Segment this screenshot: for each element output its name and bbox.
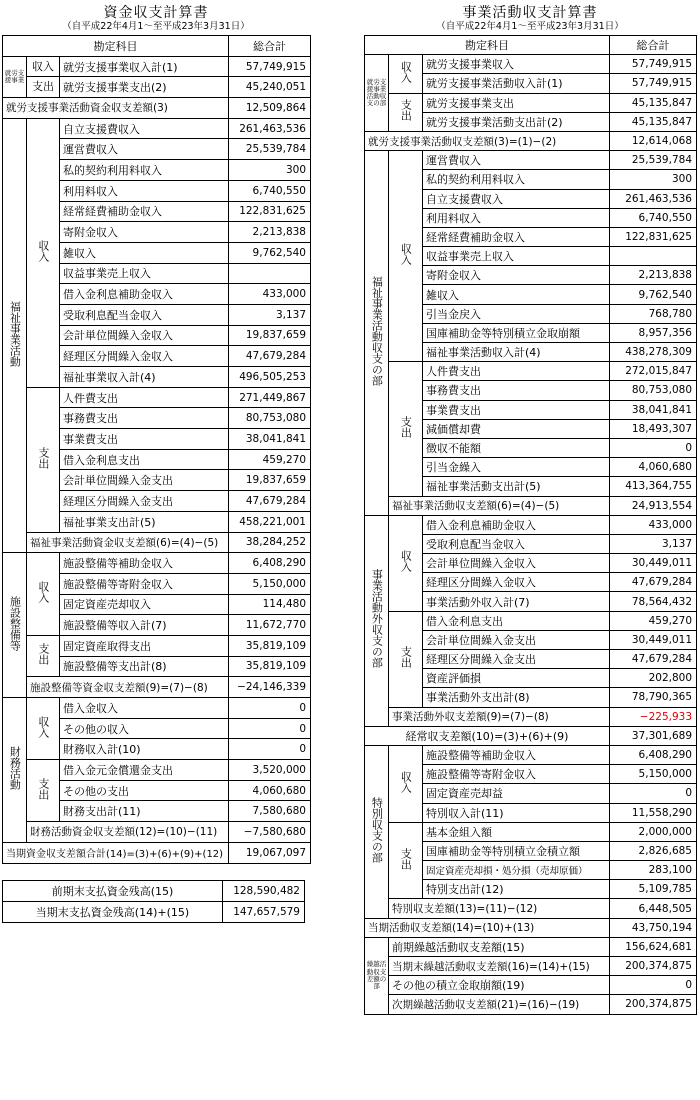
row-item: 収益事業売上収入	[60, 263, 229, 284]
row-amount: 47,679,284	[229, 346, 311, 367]
activity-statement	[364, 0, 696, 1015]
row-amount: 3,137	[229, 304, 311, 325]
vertical-label: 収入	[36, 715, 50, 738]
row-amount: 0	[610, 976, 697, 995]
vertical-label: 支出	[399, 847, 413, 870]
table-row	[365, 937, 697, 956]
row-item: 財務支出計(11)	[60, 801, 229, 822]
row-amount: 35,819,109	[229, 635, 311, 656]
row-amount: 459,270	[229, 449, 311, 470]
balance-row	[3, 677, 311, 698]
vertical-label: 支出	[36, 643, 50, 666]
expense-label	[389, 362, 423, 496]
row-amount: 2,826,685	[610, 841, 697, 860]
section-label: 事業活動外収支の部	[370, 569, 384, 669]
row-amount: 458,221,001	[229, 511, 311, 532]
row-item: 運営費収入	[423, 151, 610, 170]
balance-amount: 12,614,068	[610, 131, 697, 150]
balance-row	[365, 496, 697, 515]
section-welfare	[365, 151, 389, 516]
row-amount: 25,539,784	[229, 139, 311, 160]
table-row	[3, 56, 311, 77]
row-item: 就労支援事業支出(2)	[60, 77, 229, 98]
income-label	[27, 698, 60, 760]
row-item: 寄附金収入	[423, 266, 610, 285]
current-balance-row	[365, 918, 697, 937]
row-amount: 3,137	[610, 534, 697, 553]
vertical-label: 支出	[399, 646, 413, 669]
row-amount: 19,837,659	[229, 470, 311, 491]
row-item: 国庫補助金等特別積立金積立額	[423, 841, 610, 860]
balance-amount: −225,933	[610, 707, 697, 726]
row-item: 雑収入	[423, 285, 610, 304]
row-item: 会計単位間繰入金収入	[423, 554, 610, 573]
expense-label	[27, 760, 60, 822]
row-item: 経理区分間繰入金収入	[60, 346, 229, 367]
row-item: 人件費支出	[60, 387, 229, 408]
row-amount: 272,015,847	[610, 362, 697, 381]
row-amount: 57,749,915	[610, 55, 697, 74]
row-amount: 47,679,284	[610, 573, 697, 592]
row-amount: 300	[229, 160, 311, 181]
row-item: 就労支援事業活動収入計(1)	[423, 74, 610, 93]
balance-row	[365, 899, 697, 918]
row-amount: 80,753,080	[229, 408, 311, 429]
row-item: 施設整備等支出計(8)	[60, 656, 229, 677]
row-item: その他の支出	[60, 780, 229, 801]
vertical-label: 支出	[399, 99, 413, 122]
row-amount: 6,408,290	[229, 553, 311, 574]
row-amount: 261,463,536	[229, 118, 311, 139]
section-finance	[3, 698, 27, 843]
row-amount: 45,240,051	[229, 77, 311, 98]
table-row	[365, 745, 697, 764]
row-item: 福祉事業支出計(5)	[60, 511, 229, 532]
balance-amount: −24,146,339	[229, 677, 311, 698]
table-row	[365, 55, 697, 74]
balance-amount: 6,448,505	[610, 899, 697, 918]
vertical-label: 収入	[399, 770, 413, 793]
row-item: 前期繰越活動収支差額(15)	[389, 937, 610, 956]
ordinary-balance-row	[365, 726, 697, 745]
income-label	[389, 515, 423, 611]
row-item: 経理区分間繰入金収入	[423, 573, 610, 592]
row-item: 自立支援費収入	[423, 189, 610, 208]
row-amount: 18,493,307	[610, 419, 697, 438]
row-amount: 3,520,000	[229, 760, 311, 781]
row-amount: 413,364,755	[610, 477, 697, 496]
balance-row	[365, 707, 697, 726]
row-item: 施設整備等寄附金収入	[60, 573, 229, 594]
row-item: 財務収入計(10)	[60, 739, 229, 760]
row-item: 会計単位間繰入金支出	[60, 470, 229, 491]
row-item: 就労支援事業支出	[423, 93, 610, 112]
row-amount: 122,831,625	[229, 201, 311, 222]
balance-item: 就労支援事業活動資金収支差額(3)	[3, 98, 229, 119]
row-amount: 438,278,309	[610, 343, 697, 362]
row-amount: 7,580,680	[229, 801, 311, 822]
row-item: 減価償却費	[423, 419, 610, 438]
row-item: 事務費支出	[60, 408, 229, 429]
row-item: 利用料収入	[423, 208, 610, 227]
total-item: 当期資金収支差額合計(14)=(3)+(6)+(9)+(12)	[3, 842, 229, 863]
row-amount: 0	[610, 784, 697, 803]
row-item: 借入金収入	[60, 698, 229, 719]
row-item: 福祉事業活動収入計(4)	[423, 343, 610, 362]
row-amount: 35,819,109	[229, 656, 311, 677]
row-amount: 147,657,579	[223, 901, 305, 922]
header-total: 総合計	[610, 36, 697, 55]
activity-statement-table	[364, 35, 697, 1015]
row-item: 就労支援事業収入計(1)	[60, 56, 229, 77]
row-item: 特別支出計(12)	[423, 880, 610, 899]
table-row	[365, 822, 697, 841]
row-amount: 47,679,284	[610, 650, 697, 669]
row-amount: 156,624,681	[610, 937, 697, 956]
table-row	[3, 118, 311, 139]
row-amount: 5,150,000	[229, 573, 311, 594]
income-label	[389, 55, 423, 93]
balance-amount: −7,580,680	[229, 822, 311, 843]
table-row	[3, 77, 311, 98]
table-row	[3, 635, 311, 656]
row-item: 施設整備等収入計(7)	[60, 615, 229, 636]
row-amount: 2,213,838	[610, 266, 697, 285]
section-employment: 就労支援事業	[3, 56, 27, 97]
row-amount: 2,000,000	[610, 822, 697, 841]
expense-label	[27, 635, 60, 676]
row-amount: 0	[610, 438, 697, 457]
row-item: 経理区分間繰入金支出	[60, 491, 229, 512]
row-item: 経理区分間繰入金支出	[423, 650, 610, 669]
balance-item: 福祉事業活動資金収支差額(6)=(4)−(5)	[27, 532, 229, 553]
row-amount: 128,590,482	[223, 880, 305, 901]
row-amount: 6,740,550	[229, 180, 311, 201]
table-row	[3, 387, 311, 408]
expense-label: 支出	[27, 77, 60, 98]
row-amount: 768,780	[610, 304, 697, 323]
row-amount: 0	[229, 739, 311, 760]
row-amount: 19,837,659	[229, 325, 311, 346]
expense-label	[389, 822, 423, 899]
balance-row	[3, 532, 311, 553]
row-amount: 261,463,536	[610, 189, 697, 208]
row-amount: 78,564,432	[610, 592, 697, 611]
balance-row	[3, 98, 311, 119]
row-item: 固定資産取得支出	[60, 635, 229, 656]
vertical-label: 支出	[36, 446, 50, 469]
total-row	[3, 842, 311, 863]
expense-label	[389, 93, 423, 131]
row-item: 当期末繰越活動収支差額(16)=(14)+(15)	[389, 957, 610, 976]
table-row	[3, 880, 305, 901]
balance-item: 特別収支差額(13)=(11)−(12)	[389, 899, 610, 918]
row-amount: 11,672,770	[229, 615, 311, 636]
row-amount: 5,150,000	[610, 765, 697, 784]
row-item: 特別収入計(11)	[423, 803, 610, 822]
row-item: 前期末支払資金残高(15)	[3, 880, 223, 901]
row-item: 就労支援事業収入	[423, 55, 610, 74]
balance-amount: 12,509,864	[229, 98, 311, 119]
table-row	[3, 698, 311, 719]
table-row	[365, 93, 697, 112]
total-amount: 19,067,097	[229, 842, 311, 863]
header-total: 総合計	[229, 36, 311, 57]
row-amount: 0	[229, 698, 311, 719]
section-label: 福祉事業活動収支の部	[370, 276, 384, 387]
row-amount: 200,374,875	[610, 957, 697, 976]
section-welfare	[3, 118, 27, 552]
section-label: 財務活動	[8, 746, 22, 791]
balance-amount: 24,913,554	[610, 496, 697, 515]
row-item: 借入金利息補助金収入	[60, 284, 229, 305]
row-item: 借入金利息支出	[423, 611, 610, 630]
row-amount: 8,957,356	[610, 323, 697, 342]
balance-row	[3, 822, 311, 843]
row-amount: 122,831,625	[610, 227, 697, 246]
activity-statement-title: 事業活動収支計算書	[462, 5, 598, 21]
row-item: 徴収不能額	[423, 438, 610, 457]
row-amount: 47,679,284	[229, 491, 311, 512]
header-item: 勘定科目	[365, 36, 610, 55]
table-row	[3, 760, 311, 781]
fund-statement-table	[2, 35, 311, 864]
section-facility	[3, 553, 27, 698]
expense-label	[27, 387, 60, 532]
vertical-label: 収入	[399, 550, 413, 573]
row-amount: 9,762,540	[610, 285, 697, 304]
row-amount	[610, 247, 697, 266]
row-item: 事務費支出	[423, 381, 610, 400]
row-item: 私的契約利用料収入	[423, 170, 610, 189]
balance-amount: 38,284,252	[229, 532, 311, 553]
row-amount: 202,800	[610, 669, 697, 688]
ordinary-item: 経常収支差額(10)=(3)+(6)+(9)	[365, 726, 610, 745]
row-item: その他の収入	[60, 718, 229, 739]
table-row	[365, 515, 697, 534]
income-label	[27, 118, 60, 387]
row-item: 私的契約利用料収入	[60, 160, 229, 181]
table-row	[365, 611, 697, 630]
row-amount: 78,790,365	[610, 688, 697, 707]
row-amount: 30,449,011	[610, 630, 697, 649]
row-item: 会計単位間繰入金支出	[423, 630, 610, 649]
row-amount: 9,762,540	[229, 242, 311, 263]
row-item: 引当金繰入	[423, 458, 610, 477]
row-item: 施設整備等補助金収入	[423, 745, 610, 764]
balance-item: 就労支援事業活動収支差額(3)=(1)−(2)	[365, 131, 610, 150]
balance-item: 福祉事業活動収支差額(6)=(4)−(5)	[389, 496, 610, 515]
balance-item: 施設整備等資金収支差額(9)=(7)−(8)	[27, 677, 229, 698]
header-item: 勘定科目	[3, 36, 229, 57]
row-amount: 459,270	[610, 611, 697, 630]
section-outside	[365, 515, 389, 726]
row-item: 固定資産売却収入	[60, 594, 229, 615]
row-amount: 30,449,011	[610, 554, 697, 573]
row-amount: 433,000	[229, 284, 311, 305]
row-item: 固定資産売却益	[423, 784, 610, 803]
row-amount: 57,749,915	[229, 56, 311, 77]
row-item: 借入金利息支出	[60, 449, 229, 470]
vertical-label: 収入	[399, 61, 413, 83]
row-amount: 80,753,080	[610, 381, 697, 400]
row-amount: 4,060,680	[610, 458, 697, 477]
row-amount: 25,539,784	[610, 151, 697, 170]
section-label: 施設整備等	[8, 595, 22, 651]
row-item: 事業費支出	[60, 429, 229, 450]
row-item: 国庫補助金等特別積立金取崩額	[423, 323, 610, 342]
row-amount: 45,135,847	[610, 112, 697, 131]
row-item: 施設整備等寄附金収入	[423, 765, 610, 784]
row-item: 自立支援費収入	[60, 118, 229, 139]
table-row	[365, 957, 697, 976]
row-item: 事業活動外収入計(7)	[423, 592, 610, 611]
row-item: 運営費収入	[60, 139, 229, 160]
row-item: 人件費支出	[423, 362, 610, 381]
table-row	[365, 995, 697, 1014]
vertical-label: 支出	[399, 415, 413, 438]
row-item: 利用料収入	[60, 180, 229, 201]
balance-row	[365, 131, 697, 150]
expense-label	[389, 611, 423, 707]
table-row	[365, 362, 697, 381]
ordinary-amount: 37,301,689	[610, 726, 697, 745]
current-item: 当期活動収支差額(14)=(10)+(13)	[365, 918, 610, 937]
row-item: 当期末支払資金残高(14)+(15)	[3, 901, 223, 922]
vertical-label: 支出	[36, 777, 50, 800]
row-amount: 5,109,785	[610, 880, 697, 899]
row-amount: 114,480	[229, 594, 311, 615]
table-row	[3, 901, 305, 922]
table-row	[365, 976, 697, 995]
row-amount: 57,749,915	[610, 74, 697, 93]
row-item: 施設整備等補助金収入	[60, 553, 229, 574]
row-amount: 45,135,847	[610, 93, 697, 112]
section-carry: 繰越活動収支差額の部	[365, 937, 389, 1014]
row-amount	[229, 263, 311, 284]
row-item: 受取利息配当金収入	[60, 304, 229, 325]
row-item: 福祉事業活動支出計(5)	[423, 477, 610, 496]
row-item: 借入金元金償還金支出	[60, 760, 229, 781]
vertical-label: 収入	[36, 581, 50, 604]
row-item: 事業活動外支出計(8)	[423, 688, 610, 707]
row-item: 経常経費補助金収入	[60, 201, 229, 222]
row-item: 次期繰越活動収支差額(21)=(16)−(19)	[389, 995, 610, 1014]
row-amount: 2,213,838	[229, 222, 311, 243]
row-item: その他の積立金取崩額(19)	[389, 976, 610, 995]
balance-item: 事業活動外収支差額(9)=(7)−(8)	[389, 707, 610, 726]
row-item: 資産評価損	[423, 669, 610, 688]
income-label	[389, 745, 423, 822]
row-item: 事業費支出	[423, 400, 610, 419]
income-label	[389, 151, 423, 362]
table-row	[3, 553, 311, 574]
current-amount: 43,750,194	[610, 918, 697, 937]
fund-statement-period: （自平成22年4月1～至平成23年3月31日）	[62, 21, 250, 32]
income-label	[27, 553, 60, 636]
row-amount: 11,558,290	[610, 803, 697, 822]
row-amount: 6,408,290	[610, 745, 697, 764]
row-amount: 4,060,680	[229, 780, 311, 801]
row-item: 収益事業売上収入	[423, 247, 610, 266]
row-item: 寄附金収入	[60, 222, 229, 243]
fund-statement	[2, 0, 310, 923]
section-employment: 就労支援事業活動収支の部	[365, 55, 389, 132]
row-item: 受取利息配当金収入	[423, 534, 610, 553]
table-header-row	[365, 36, 697, 55]
section-special	[365, 745, 389, 918]
section-label: 特別収支の部	[370, 796, 384, 863]
row-amount: 200,374,875	[610, 995, 697, 1014]
row-item: 引当金戻入	[423, 304, 610, 323]
vertical-label: 収入	[36, 239, 50, 262]
row-item: 固定資産売却損・処分損（売却原価）	[423, 861, 610, 880]
row-amount: 283,100	[610, 861, 697, 880]
row-item: 会計単位間繰入金収入	[60, 325, 229, 346]
row-item: 就労支援事業活動支出計(2)	[423, 112, 610, 131]
row-item: 福祉事業収入計(4)	[60, 367, 229, 388]
row-item: 借入金利息補助金収入	[423, 515, 610, 534]
table-row	[365, 151, 697, 170]
row-amount: 0	[229, 718, 311, 739]
balance-item: 財務活動資金収支差額(12)=(10)−(11)	[27, 822, 229, 843]
row-amount: 38,041,841	[229, 429, 311, 450]
row-amount: 6,740,550	[610, 208, 697, 227]
fund-balance-table	[2, 880, 305, 923]
row-amount: 38,041,841	[610, 400, 697, 419]
row-amount: 300	[610, 170, 697, 189]
row-amount: 496,505,253	[229, 367, 311, 388]
vertical-label: 収入	[399, 243, 413, 266]
activity-statement-period: （自平成22年4月1～至平成23年3月31日）	[436, 21, 624, 32]
row-amount: 271,449,867	[229, 387, 311, 408]
section-label: 福祉事業活動	[8, 300, 22, 367]
fund-statement-title: 資金収支計算書	[103, 5, 209, 21]
income-label: 収入	[27, 56, 60, 77]
row-amount: 433,000	[610, 515, 697, 534]
row-item: 基本金組入額	[423, 822, 610, 841]
table-header-row	[3, 36, 311, 57]
row-item: 雑収入	[60, 242, 229, 263]
row-item: 経常経費補助金収入	[423, 227, 610, 246]
